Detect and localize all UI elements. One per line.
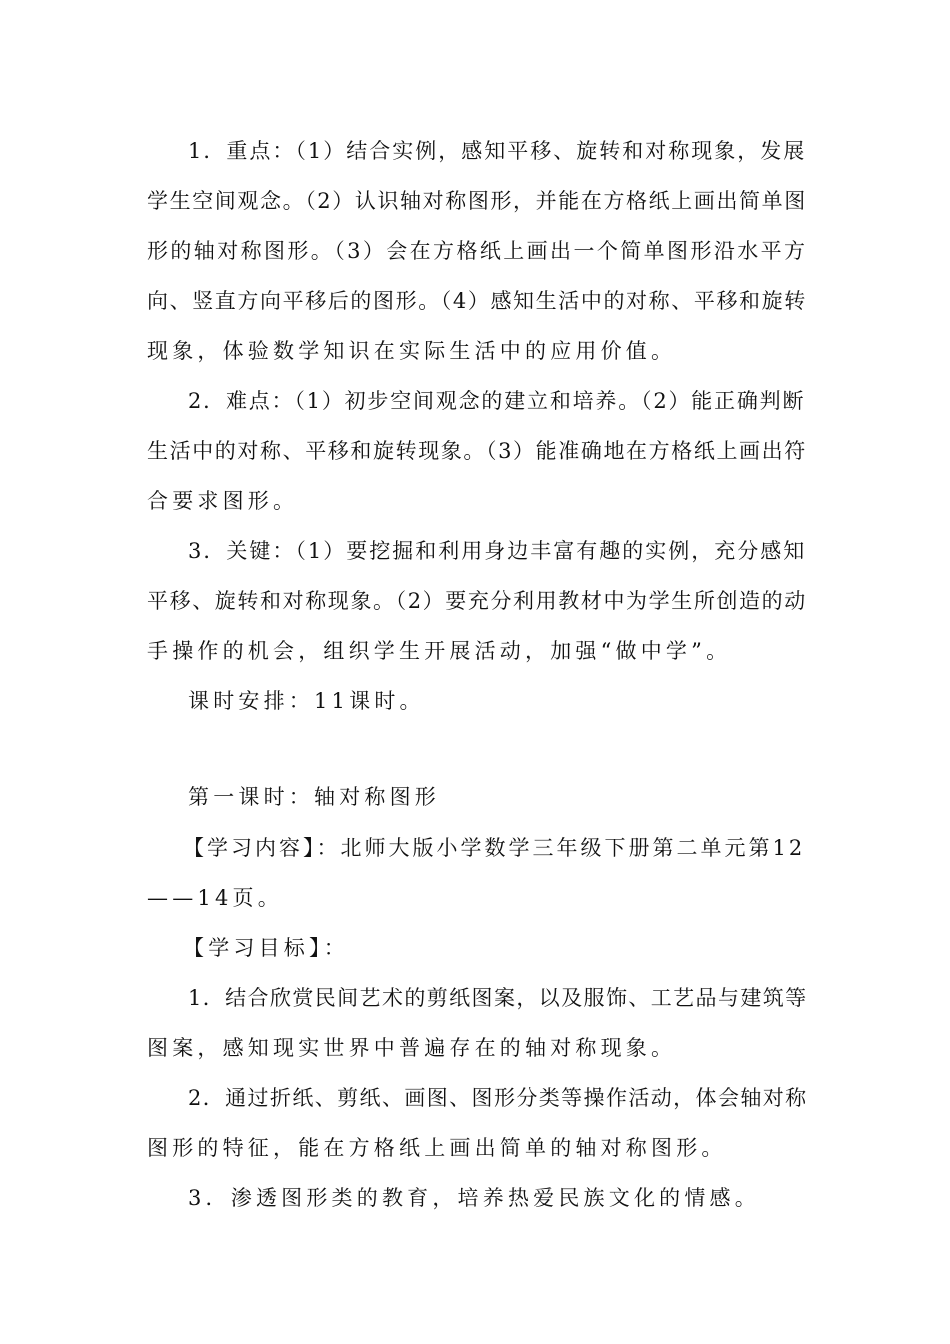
paragraph-line: 3．关键：（1）要挖掘和利用身边丰富有趣的实例，充分感知 [188,539,807,563]
learning-content-line: 【学习内容】：北师大版小学数学三年级下册第二单元第12 [183,836,806,860]
paragraph-line: 1．重点：（1）结合实例，感知平移、旋转和对称现象，发展 [188,139,807,163]
schedule-line: 课时安排：11课时。 [188,689,425,713]
paragraph-line: 合要求图形。 [147,489,299,513]
learning-goals-heading: 【学习目标】： [183,936,349,960]
goal-line: 3．渗透图形类的教育，培养热爱民族文化的情感。 [188,1186,760,1210]
paragraph-line: 2．难点：（1）初步空间观念的建立和培养。（2）能正确判断 [188,389,806,413]
paragraph-line: ——14页。 [147,886,283,910]
goal-line: 2．通过折纸、剪纸、画图、图形分类等操作活动，体会轴对称 [188,1086,808,1110]
paragraph-line: 生活中的对称、平移和旋转现象。（3）能准确地在方格纸上画出符 [147,439,807,463]
paragraph-line: 向、竖直方向平移后的图形。（4）感知生活中的对称、平移和旋转 [147,289,807,313]
paragraph-line: 学生空间观念。（2）认识轴对称图形，并能在方格纸上画出简单图 [147,189,807,213]
paragraph-line: 现象，体验数学知识在实际生活中的应用价值。 [147,339,677,363]
paragraph-line: 平移、旋转和对称现象。（2）要充分利用教材中为学生所创造的动 [147,589,807,613]
paragraph-line: 图案，感知现实世界中普遍存在的轴对称现象。 [147,1036,677,1060]
paragraph-line: 图形的特征，能在方格纸上画出简单的轴对称图形。 [147,1136,727,1160]
lesson-title: 第一课时：轴对称图形 [188,785,440,809]
paragraph-line: 形的轴对称图形。（3）会在方格纸上画出一个简单图形沿水平方 [147,239,808,263]
goal-line: 1．结合欣赏民间艺术的剪纸图案，以及服饰、工艺品与建筑等 [188,986,808,1010]
paragraph-line: 手操作的机会，组织学生开展活动，加强“做中学”。 [147,639,732,663]
